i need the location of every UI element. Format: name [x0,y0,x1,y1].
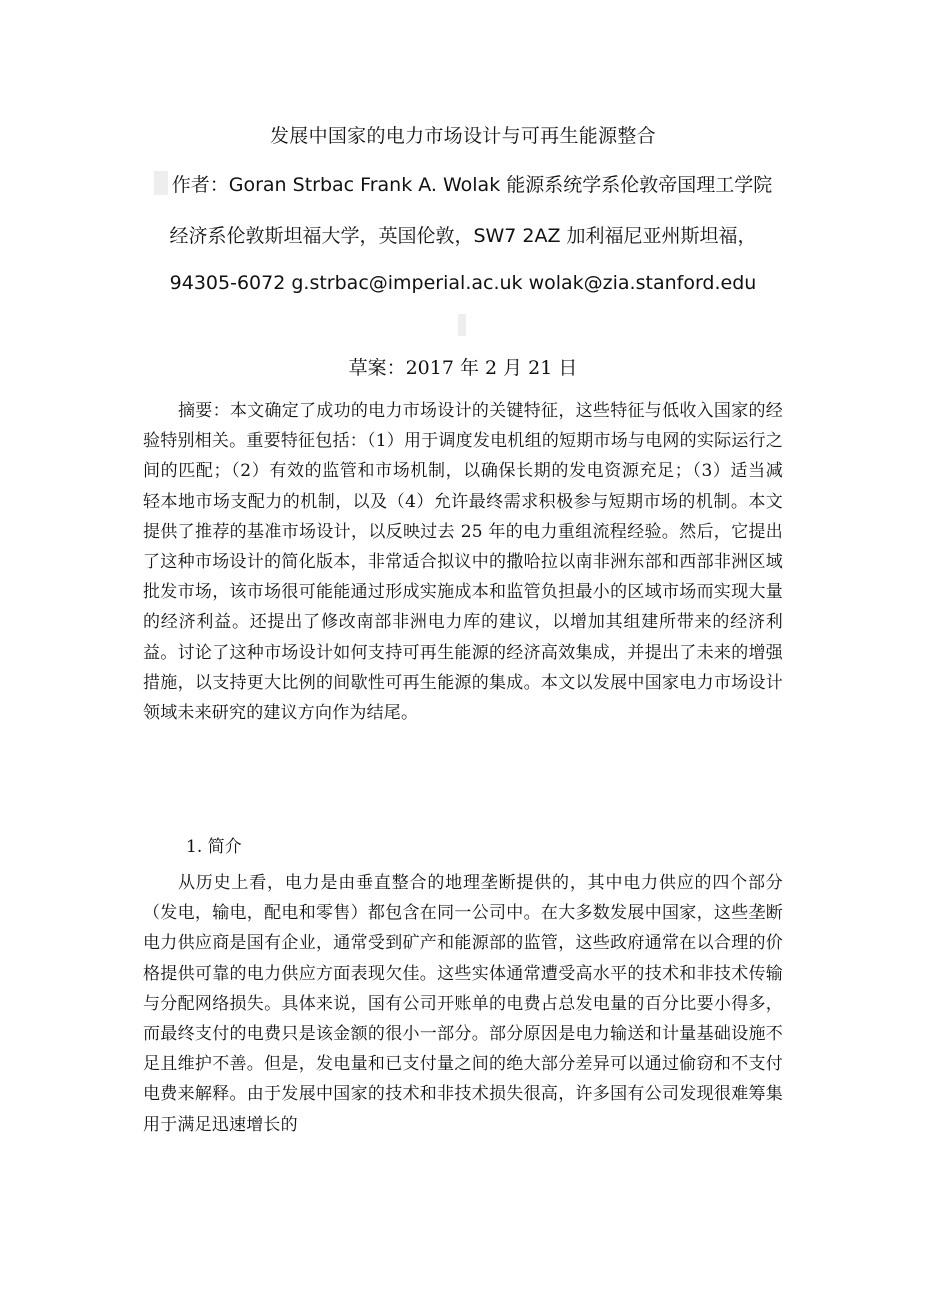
author-line-2: 经济系伦敦斯坦福大学，英国伦敦，SW7 2AZ 加利福尼亚州斯坦福， [169,225,757,247]
author-line-3: 94305-6072 g.strbac@imperial.ac.uk wolak@zia.stanford.edu [169,272,757,294]
abstract-paragraph: 摘要：本文确定了成功的电力市场设计的关键特征，这些特征与低收入国家的经验特别相关。重要特征包括：（1）用于调度发电机组的短期市场与电网的实际运行之间的匹配；（2）有效的监管和市场机制，以确保长期的发电资源充足；（3）适当减轻本地市场支配力的机制，以及（4）允许最终需求积极参与短期市场的机制。本文提供了推荐的基准市场设计，以反映过去 25 年的电力重组流程经验。然后，它提出了这种市场设计的简化版本，非常适合拟议中的撒哈拉以南非洲东部和西部非洲区域批发市场，该市场很可能能通过形成实施成本和监管负担最小的区域市场而实现大量的经济利益。还提出了修改南部非洲电力库的建议，以增加其组建所带来的经济利益。讨论了这种市场设计如何支持可再生能源的经济高效集成，并提出了未来的增强措施，以支持更大比例的间歇性可再生能源的集成。本文以发展中国家电力市场设计领域未来研究的建议方向作为结尾。 [143,401,783,724]
document-title: 发展中国家的电力市场设计与可再生能源整合 [269,125,656,147]
section-heading: 1. 简介 [186,837,242,857]
author-line-1-text: 作者：Goran Strbac Frank A. Wolak 能源系统学系伦敦帝国理工学院 [171,174,773,196]
author-line-1 [0,170,926,200]
intro-paragraph: 从历史上看，电力是由垂直整合的地理垄断提供的，其中电力供应的四个部分（发电，输电，配电和零售）都包含在同一公司中。在大多数发展中国家，这些垄断电力供应商是国有企业，通常受到矿产和能源部的监管，这些政府通常在以合理的价格提供可靠的电力供应方面表现欠佳。这些实体通常遭受高水平的技术和非技术传输与分配网络损失。具体来说，国有公司开账单的电费占总发电量的百分比要小得多，而最终支付的电费只是该金额的很小一部分。部分原因是电力输送和计量基础设施不足且维护不善。但是，发电量和已支付量之间的绝大部分差异可以通过偷窃和不支付电费来解释。由于发展中国家的技术和非技术损失很高，许多国有公司发现很难筹集用于满足迅速增长的 [143,873,783,1135]
highlight-marker-small [458,314,466,336]
highlight-marker [154,171,168,195]
draft-date: 草案：2017 年 2 月 21 日 [348,357,578,379]
